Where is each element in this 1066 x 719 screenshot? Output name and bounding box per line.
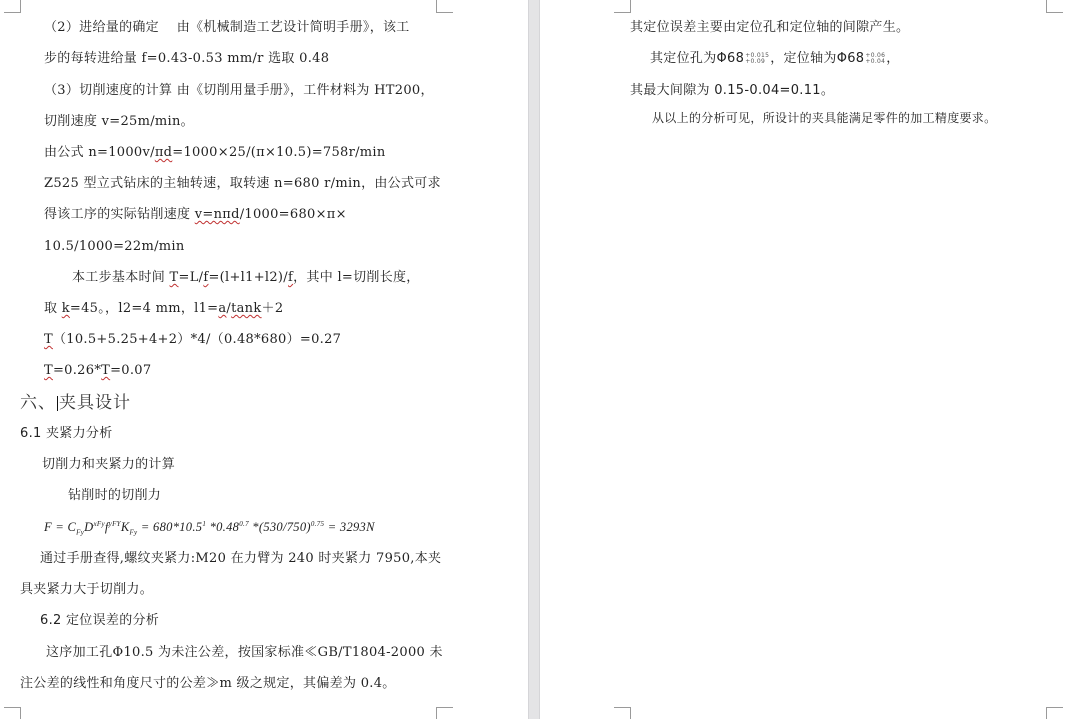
text-line: 通过手册查得,螺纹夹紧力:M20 在力臂为 240 时夹紧力 7950,本夹 <box>40 551 442 566</box>
text-line <box>650 51 900 67</box>
text-run: 由公式 n=1000v/ <box>44 145 155 160</box>
heading-text: 夹具设计 <box>59 393 131 413</box>
subsection-heading: 6.1 夹紧力分析 <box>20 426 113 441</box>
text-line <box>44 332 341 348</box>
text-line <box>44 301 283 317</box>
text-line: 其定位误差主要由定位孔和定位轴的间隙产生。 <box>630 20 910 35</box>
text-line <box>44 363 151 379</box>
text-line: 从以上的分析可见，所设计的夹具能满足零件的加工精度要求。 <box>652 111 997 125</box>
formula-lhs: F = C <box>44 520 77 534</box>
text-line: Z525 型立式钻床的主轴转速，取转速 n=680 r/min，由公式可求 <box>44 176 441 191</box>
spellcheck-word: T <box>44 363 53 378</box>
cutting-force-formula: $F = C_{Fy}D^{xFy}f^{yFY}K_{Fy} = 680*10.5^1$ $*0.48^{0.7}$ $*(530/750)^{0.75} = 3293N$ <box>44 519 375 537</box>
text-run: ， <box>886 51 900 66</box>
formula-value: *0.48 <box>206 520 240 534</box>
text-run: 其定位孔为Φ68 <box>650 51 745 66</box>
page-gutter <box>528 0 540 719</box>
spellcheck-word: tank <box>231 301 262 316</box>
text-run: 得该工序的实际钻削速度 <box>44 207 195 222</box>
text-line <box>44 145 386 161</box>
text-line <box>44 207 347 223</box>
text-run: （10.5+5.25+4+2）*4/（0.48*680）=0.27 <box>52 332 342 347</box>
crop-mark-bottom-left <box>4 707 21 719</box>
spellcheck-word: T <box>44 332 53 347</box>
crop-mark-top-right <box>436 0 453 13</box>
text-run: / <box>226 301 232 316</box>
crop-mark-top-right <box>1046 0 1063 13</box>
crop-mark-top-left <box>4 0 21 13</box>
text-run: 取 <box>44 301 62 316</box>
crop-mark-top-left <box>614 0 631 13</box>
text-line: 钻削时的切削力 <box>68 488 162 503</box>
text-run: ，其中 l=切削长度， <box>293 270 420 285</box>
formula-value: *(530/750) <box>248 520 311 534</box>
text-line: （3）切削速度的计算 由《切削用量手册》，工件材料为 HT200， <box>44 83 434 98</box>
text-run: /1000=680×π× <box>239 207 347 222</box>
text-line: 切削速度 v=25m/min。 <box>44 114 194 129</box>
tolerance-shaft: +0.06 +0.04 <box>865 51 886 65</box>
heading-number: 六、 <box>20 393 56 413</box>
text-line: 步的每转进给量 f=0.43-0.53 mm/r 选取 0.48 <box>44 51 330 66</box>
text-run: =45。，l2=4 mm，l1= <box>69 301 219 316</box>
text-run: ，定位轴为Φ68 <box>770 51 865 66</box>
formula-value: = 680*10.5 <box>137 520 203 534</box>
spellcheck-word: a <box>218 301 227 316</box>
text-line: 这序加工孔Φ10.5 为未注公差，按国家标准≪GB/T1804-2000 未 <box>46 645 443 660</box>
text-line: 其最大间隙为 0.15-0.04=0.11。 <box>630 83 835 98</box>
text-run: =1000×25/(π×10.5)=758r/min <box>172 145 386 160</box>
text-line: 具夹紧力大于切削力。 <box>20 582 154 597</box>
text-line: 10.5/1000=22m/min <box>44 239 185 254</box>
text-run: =L/ <box>178 270 204 285</box>
text-run: 本工步基本时间 <box>72 270 170 285</box>
subsection-heading: 6.2 定位误差的分析 <box>40 613 160 628</box>
text-run: =0.07 <box>110 363 152 378</box>
spellcheck-word: πd <box>154 145 173 160</box>
document-page-left[interactable] <box>0 0 528 719</box>
spellcheck-word: f <box>288 270 294 285</box>
spellcheck-word: T <box>101 363 111 378</box>
spellcheck-word: v=nπd <box>194 207 240 222</box>
spellcheck-word: f <box>203 270 209 285</box>
crop-mark-bottom-right <box>1046 707 1063 719</box>
section-heading <box>20 393 131 413</box>
text-line: （2）进给量的确定 由《机械制造工艺设计简明手册》，该工 <box>44 20 410 35</box>
crop-mark-bottom-right <box>436 707 453 719</box>
text-cursor <box>57 396 58 411</box>
formula-result: = 3293N <box>324 520 375 534</box>
text-line <box>72 270 420 286</box>
text-run: ＋2 <box>261 301 284 316</box>
document-page-right[interactable] <box>540 0 1066 719</box>
text-run: =0.26* <box>52 363 102 378</box>
text-line: 切削力和夹紧力的计算 <box>42 457 176 472</box>
tolerance-hole: +0.015 +0.09 <box>745 51 770 65</box>
text-run: =(l+l1+l2)/ <box>208 270 288 285</box>
spellcheck-word: k <box>61 301 70 316</box>
spellcheck-word: T <box>169 270 179 285</box>
crop-mark-bottom-left <box>614 707 631 719</box>
text-line: 注公差的线性和角度尺寸的公差≫m 级之规定，其偏差为 0.4。 <box>20 676 396 691</box>
